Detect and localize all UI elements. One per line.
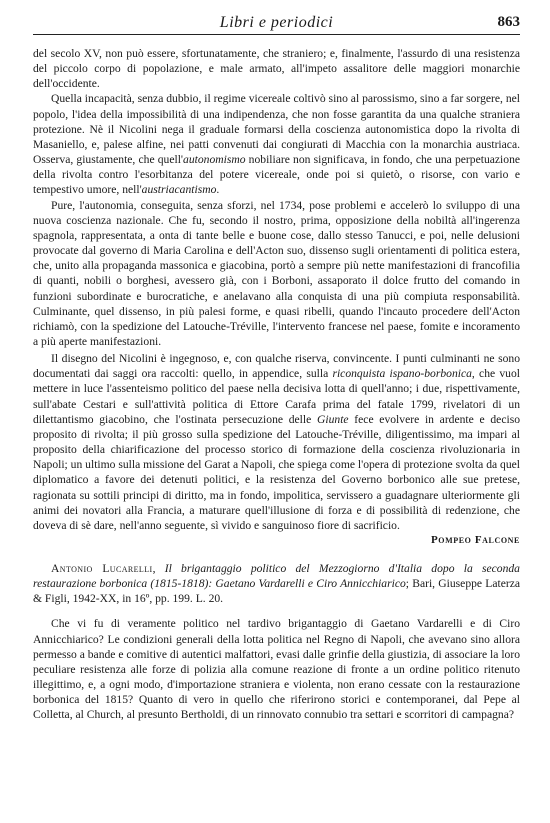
running-title: Libri e periodici [219,14,334,31]
paragraph-4: Il disegno del Nicolini è ingegnoso, e, con qualche riserva, convincente. I punti culminanti ne sono documentati dai saggi ora raccolti: quello, in appendice, sulla riconquista ispano-borbonica, che vuol mettere in luce l'assenteismo politico del paese nella decisiva lotta di quell'anno; i due, rispettivamente, sull'abate Cestari e sull'attività politica di Ettore Carafa prima del fatale 1799, rivelatori di un dilettantismo giacobino, che l'ostinata persecuzione delle Giunte fece evolvere in ardente e deciso proposito di rivolta; il più grosso sulla spedizione del Latouche-Tréville, diligentissimo, ma impari al proposito della chiarificazione del processo storico di formazione della coscienza rivoluzionaria in Napoli; un ultimo sulla missione del Garat a Napoli, che spiega come l'opera di protezione svolta da quel diplomatico a favore dei detenuti politici, e la resistenza del Governo borbonico alle sue pretese, ragionata su sottili principi di diritto, ma in fondo, impolitica, servissero a guadagnare ulteriormente gli animi dei novatori alla Francia, a maturare quell'illusione di forza e di possibilità di redenzione, che doveva di sè dare, nell'anno seguente, sì vivido e sanguinoso fiore di sacrificio. [33,352,521,532]
reference-author: Antonio Lucarelli [51,562,153,575]
review-signature: Pompeo Falcone [430,534,520,546]
review-lucarelli [33,561,520,723]
reference-title: Il brigantaggio politico del Mezzogiorno d'Italia dopo la seconda restaurazione borbonica (1815-1818): Gaetano Vardarelli e Ciro Annicchiarico [33,562,520,591]
review-nicolini [33,46,520,547]
page-number: 863 [497,14,520,30]
reference-publisher: ; Bari, Giuseppe Laterza & Figli, 1942-XX, in 16º, pp. 199. L. 20. [33,577,521,606]
paragraph-3: Pure, l'autonomia, conseguita, senza sforzi, nel 1734, pose problemi e accelerò lo sviluppo di una nuova coscienza nazionale. Che fu, secondo il nostro, prima, opposizione della nobiltà all'ingerenza spagnola, rappresentata, a onta di tante belle e buone cose, dallo stesso Tanucci, e poi, nelle delusioni provocate dal governo di Maria Carolina e dell'Acton suo, dissenso sugli orientamenti di politica estera, che, unito alla propaganda massonica e giacobina, portò a sempre più nette manifestazioni di francofilia di quanti, nobili o borghesi, avessero già, con i Borboni, assaporato il dolce frutto del comando in funzioni subordinate e burocratiche, e anelavano alla conquista di una più compiuta responsabilità. Culminante, quel dissenso, in più palesi forme, e quasi ribelli, quando l'incauto procedere dell'Acton richiamò, con la spedizione del Latouche-Tréville, l'intervento francese nel paese, fomite e incoramento a più aperte manifestazioni. [33,198,520,348]
paragraph-1: del secolo XV, non può essere, sfortunatamente, che straniero; e, finalmente, l'assurdo di una resistenza del piccolo corpo di popolazione, e male armato, all'impeto assalitore delle maggiori monarchie dell'occidente. [33,47,520,91]
running-header [33,12,520,35]
bibliographic-reference: Antonio Lucarelli, Il brigantaggio politico del Mezzogiorno d'Italia dopo la seconda restaurazione borbonica (1815-1818): Gaetano Vardarelli e Ciro Annicchiarico; Bari, Giuseppe Laterza & Figli, 1942-XX, in 16º, pp. 199. L. 20. [33,562,521,606]
review-paragraph: Che vi fu di veramente politico nel tardivo brigantaggio di Gaetano Vardarelli e di Ciro Annicchiarico? Le condizioni generali della lotta politica nel Regno di Napoli, che avevano sino allora permesso a bande e comitive di autentici malfattori, evasi dalle grinfie della giustizia, di associare la loro peculiare resistenza alle forze di polizia alla comune reazione di fronte a un ordine politico ritenuto illegittimo, e, a ogni modo, d'importazione straniera e violenta, non erano cessate con la restaurazione borbonica del 1815? Quanto di vero in quello che riferirono storici e contemporanei, dal Pepe al Colletta, al Church, al presunto Bertholdi, di un rinnovato connubio tra settari e scorritori di campagna? [33,617,520,722]
paragraph-2: Quella incapacità, senza dubbio, il regime vicereale coltivò sino al parossismo, sino a far sorgere, nel popolo, l'idea della impossibilità di una indipendenza, che non fosse garantita da una qualche straniera protezione. Nè il Nicolini nega il graduale formarsi della coscienza autonomistica dopo la rivolta di Masaniello, e, palese alfine, nei patti convenuti dai congiurati di Macchia con la monarchia austriaca. Osserva, giustamente, che quell'autonomismo nobiliare non significava, in fondo, che una perpetuazione della rivolta contro l'esorbitanza del potere vicereale, onde poi si quietò, o risorse, con vario e tempestivo umore, nell'austriacantismo. [33,92,521,197]
